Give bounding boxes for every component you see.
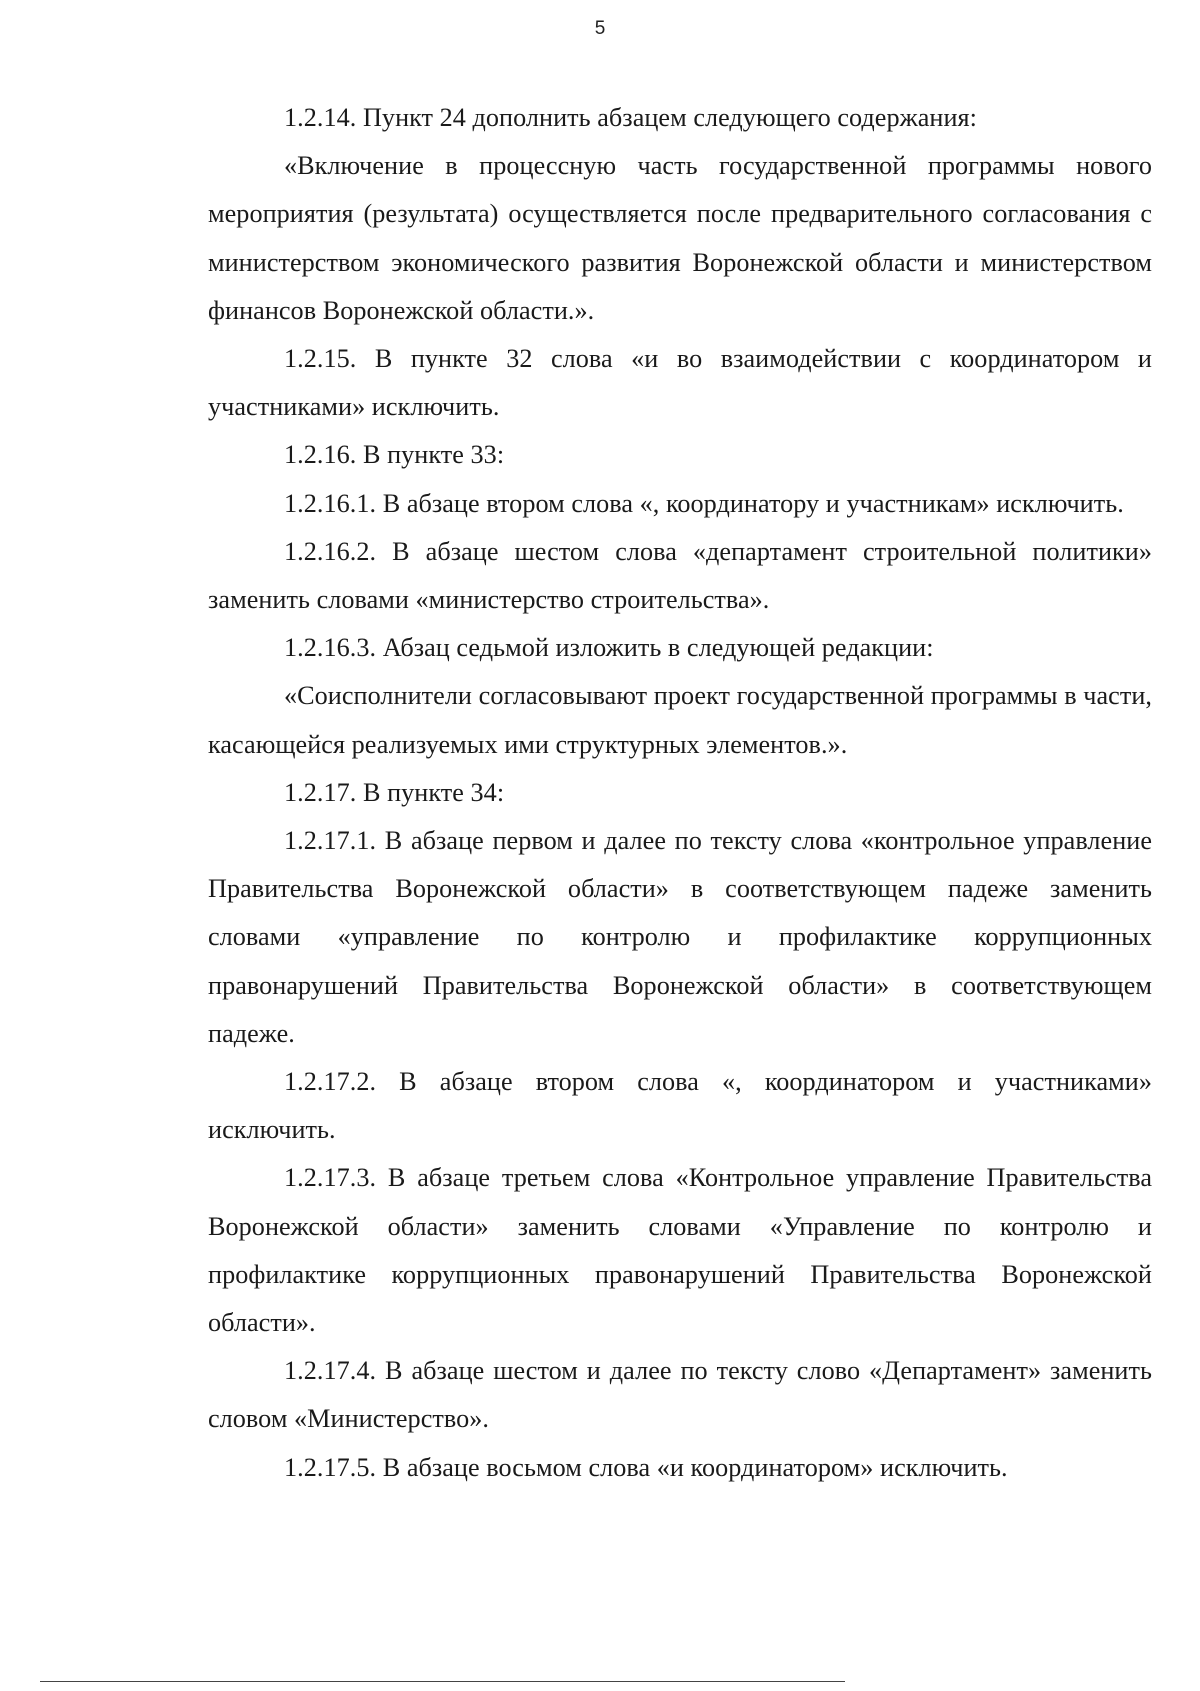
bottom-rule: [40, 1681, 845, 1682]
paragraph-quote-co-executors: «Соисполнители согласовывают проект государственной программы в части, касающейся реализуемых ими структурных элементов.».: [208, 681, 1152, 759]
paragraph-1-2-17: 1.2.17. В пункте 34:: [284, 777, 505, 807]
paragraph-1-2-16: 1.2.16. В пункте 33:: [284, 440, 505, 470]
paragraph-1-2-17-2: 1.2.17.2. В абзаце втором слова «, координатором и участниками» исключить.: [208, 1067, 1152, 1145]
paragraph-1-2-15: 1.2.15. В пункте 32 слова «и во взаимодействии с координатором и участниками» исключить.: [208, 344, 1152, 422]
paragraph-1-2-14: 1.2.14. Пункт 24 дополнить абзацем следующего содержания:: [284, 103, 977, 132]
paragraph-1-2-16-1: 1.2.16.1. В абзаце втором слова «, координатору и участникам» исключить.: [284, 488, 1124, 518]
paragraph-1-2-17-3: 1.2.17.3. В абзаце третьем слова «Контрольное управление Правительства Воронежской области» заменить словами «Управление по контролю и профилактике коррупционных правонарушений Правительства Воронежской области».: [208, 1163, 1152, 1338]
paragraph-1-2-16-3: 1.2.16.3. Абзац седьмой изложить в следующей редакции:: [284, 633, 934, 663]
paragraph-1-2-17-4: 1.2.17.4. В абзаце шестом и далее по тексту слово «Департамент» заменить словом «Министерство».: [208, 1356, 1152, 1434]
paragraph-quote-process-part: «Включение в процессную часть государственной программы нового мероприятия (результата) осуществляется после предварительного согласования с министерством экономического развития Воронежской области и министерством финансов Воронежской области.».: [208, 151, 1152, 325]
paragraph-1-2-17-1: 1.2.17.1. В абзаце первом и далее по тексту слова «контрольное управление Правительства Воронежской области» в соответствующем падеже заменить словами «управление по контролю и профилактике коррупционных правонарушений Правительства Воронежской области» в соответствующем падеже.: [208, 826, 1152, 1048]
paragraph-1-2-17-5: 1.2.17.5. В абзаце восьмом слова «и координатором» исключить.: [284, 1452, 1008, 1482]
paragraph-1-2-16-2: 1.2.16.2. В абзаце шестом слова «департамент строительной политики» заменить словами «министерство строительства».: [208, 536, 1152, 615]
document-body: [208, 94, 1152, 1492]
page-number: 5: [594, 18, 606, 39]
